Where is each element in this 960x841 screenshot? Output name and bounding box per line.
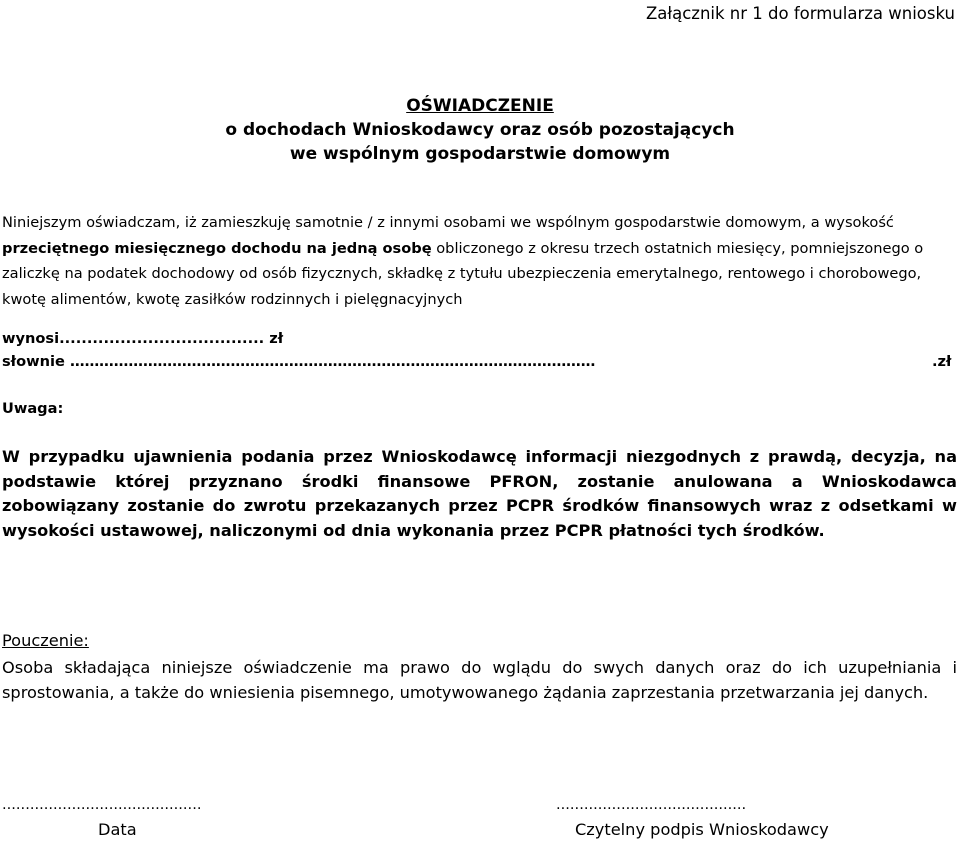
amount-field[interactable]: wynosi..................................... zł <box>2 330 284 347</box>
date-label: Data <box>98 820 137 839</box>
declaration-text-part2: obliczonego z okresu trzech ostatnich miesięcy, pomniejszonego o zaliczkę na podatek dochodowy od osób fizycznych, składkę z tytułu ubezpieczenia emerytalnego, rentowego i chorobowego, kwotę alimentów, kwotę zasiłków rodzinnych i pielęgnacyjnych <box>2 239 924 308</box>
title-line-3: we wspólnym gospodarstwie domowym <box>289 144 671 164</box>
applicant-signature-line[interactable]: ......................................... <box>556 796 747 813</box>
title-line-2: o dochodach Wnioskodawcy oraz osób pozostających <box>225 120 735 140</box>
document-title <box>0 94 960 166</box>
amount-in-words-unit: .zł <box>932 353 952 370</box>
signature-label: Czytelny podpis Wnioskodawcy <box>575 820 829 839</box>
instruction-label: Pouczenie: <box>2 631 89 650</box>
title-line-1: OŚWIADCZENIE <box>406 96 554 116</box>
declaration-paragraph <box>2 210 957 312</box>
amount-in-words-field[interactable]: słownie ……………………………………………………………………………………………… <box>2 353 596 370</box>
declaration-bold-phrase: przeciętnego miesięcznego dochodu na jedną osobę <box>2 239 432 257</box>
warning-text: W przypadku ujawnienia podania przez Wnioskodawcę informacji niezgodnych z prawdą, decyzja, na podstawie której przyznano środki finansowe PFRON, zostanie anulowana a Wnioskodawca zobowiązany zostanie do zwrotu przekazanych przez PCPR środków finansowych wraz z odsetkami w wysokości ustawowej, naliczonymi od dnia wykonania przez PCPR płatności tych środków. <box>2 447 957 540</box>
instruction-text: Osoba składająca niniejsze oświadczenie ma prawo do wglądu do swych danych oraz do ich uzupełniania i sprostowania, a także do wniesienia pisemnego, umotywowanego żądania zaprzestania przetwarzania jej danych. <box>2 658 957 702</box>
annex-label: Załącznik nr 1 do formularza wniosku <box>646 4 955 23</box>
date-signature-line[interactable]: ........................................... <box>2 796 202 813</box>
declaration-text-part1: Niniejszym oświadczam, iż zamieszkuję samotnie / z innymi osobami we wspólnym gospodarstwie domowym, a wysokość <box>2 214 894 231</box>
warning-label: Uwaga: <box>2 400 64 417</box>
